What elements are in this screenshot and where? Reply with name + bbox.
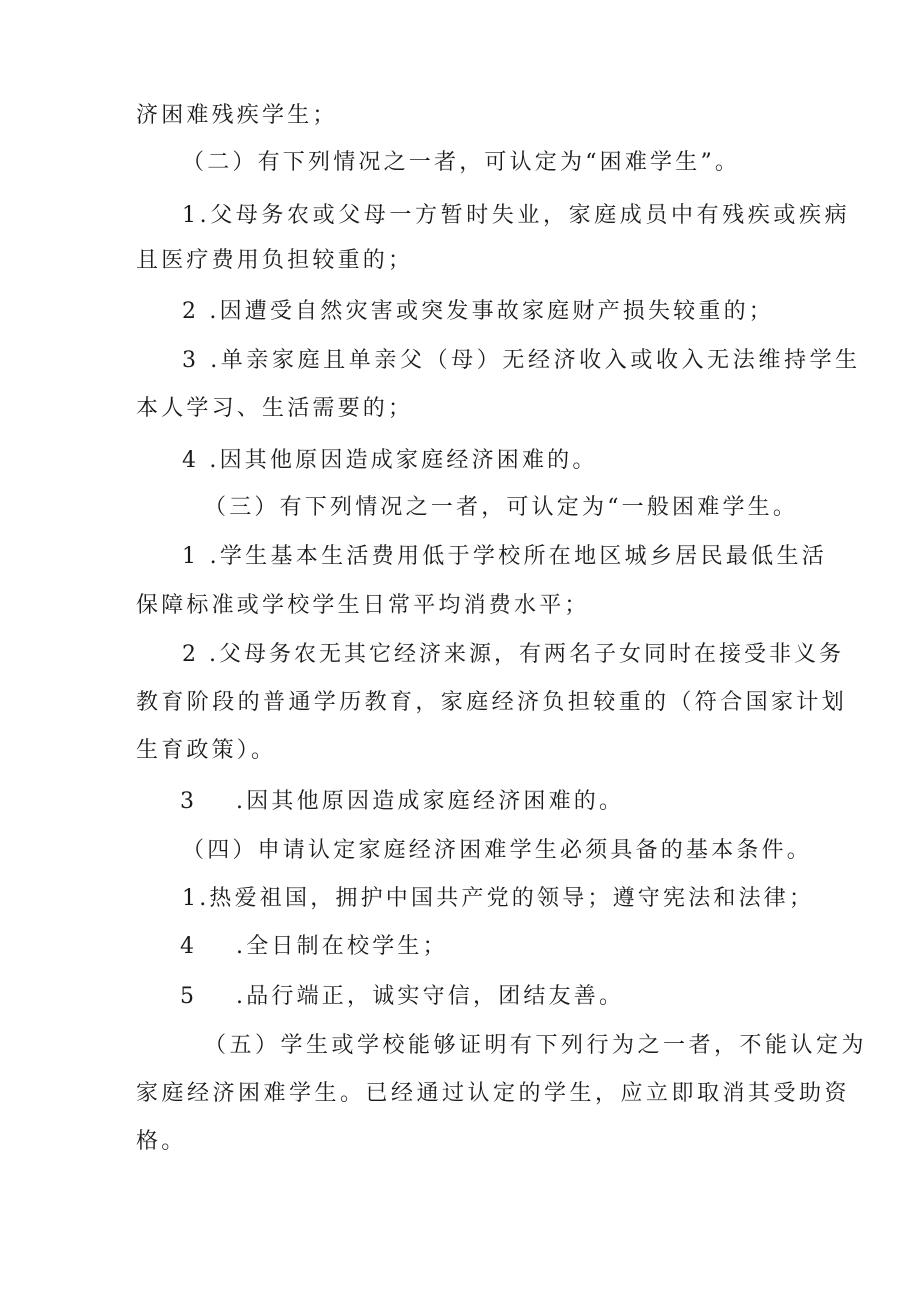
list-number: 4 xyxy=(180,934,198,959)
section-heading-4: （四）申请认定家庭经济困难学生必须具备的基本条件。 xyxy=(182,838,813,863)
section-heading-3: （三）有下列情况之一者，可认定为“一般困难学生。 xyxy=(204,495,799,520)
list-item: 4 .因其他原因造成家庭经济困难的。 xyxy=(182,448,598,473)
text-line: 本人学习、生活需要的； xyxy=(136,396,414,421)
list-text: .全日制在校学生； xyxy=(236,934,448,959)
list-text: .因其他原因造成家庭经济困难的。 xyxy=(236,789,625,814)
text-line: 生育政策）。 xyxy=(136,738,277,763)
text-line: 济困难残疾学生； xyxy=(136,103,338,128)
list-number: 3 xyxy=(180,789,198,814)
list-text: .品行端正，诚实守信，团结友善。 xyxy=(236,984,625,1009)
text-line: 格。 xyxy=(136,1129,187,1154)
list-item: 2 .因遭受自然灾害或突发事故家庭财产损失较重的； xyxy=(182,299,774,324)
text-line: 且医疗费用负担较重的； xyxy=(136,248,414,273)
list-item: 1 .学生基本生活费用低于学校所在地区城乡居民最低生活 xyxy=(182,544,828,569)
section-heading-2: （二）有下列情况之一者，可认定为“困难学生”。 xyxy=(182,150,741,175)
list-item: 1.父母务农或父母一方暂时失业，家庭成员中有残疾或疾病 xyxy=(182,203,851,228)
list-item xyxy=(180,982,624,1012)
text-line: 家庭经济困难学生。已经通过认定的学生，应立即取消其受助资 xyxy=(136,1081,851,1106)
list-item xyxy=(180,932,448,962)
list-item xyxy=(180,787,624,817)
text-line: 保障标准或学校学生日常平均消费水平； xyxy=(136,593,590,618)
list-number: 5 xyxy=(180,984,198,1009)
list-item: 1.热爱祖国，拥护中国共产党的领导；遵守宪法和法律； xyxy=(182,886,815,911)
text-line: 教育阶段的普通学历教育，家庭经济负担较重的（符合国家计划 xyxy=(136,690,848,715)
list-item: 3 .单亲家庭且单亲父（母）无经济收入或收入无法维持学生 xyxy=(182,348,861,373)
section-heading-5: （五）学生或学校能够证明有下列行为之一者，不能认定为 xyxy=(204,1033,868,1058)
list-item: 2 .父母务农无其它经济来源，有两名子女同时在接受非义务 xyxy=(182,642,844,667)
